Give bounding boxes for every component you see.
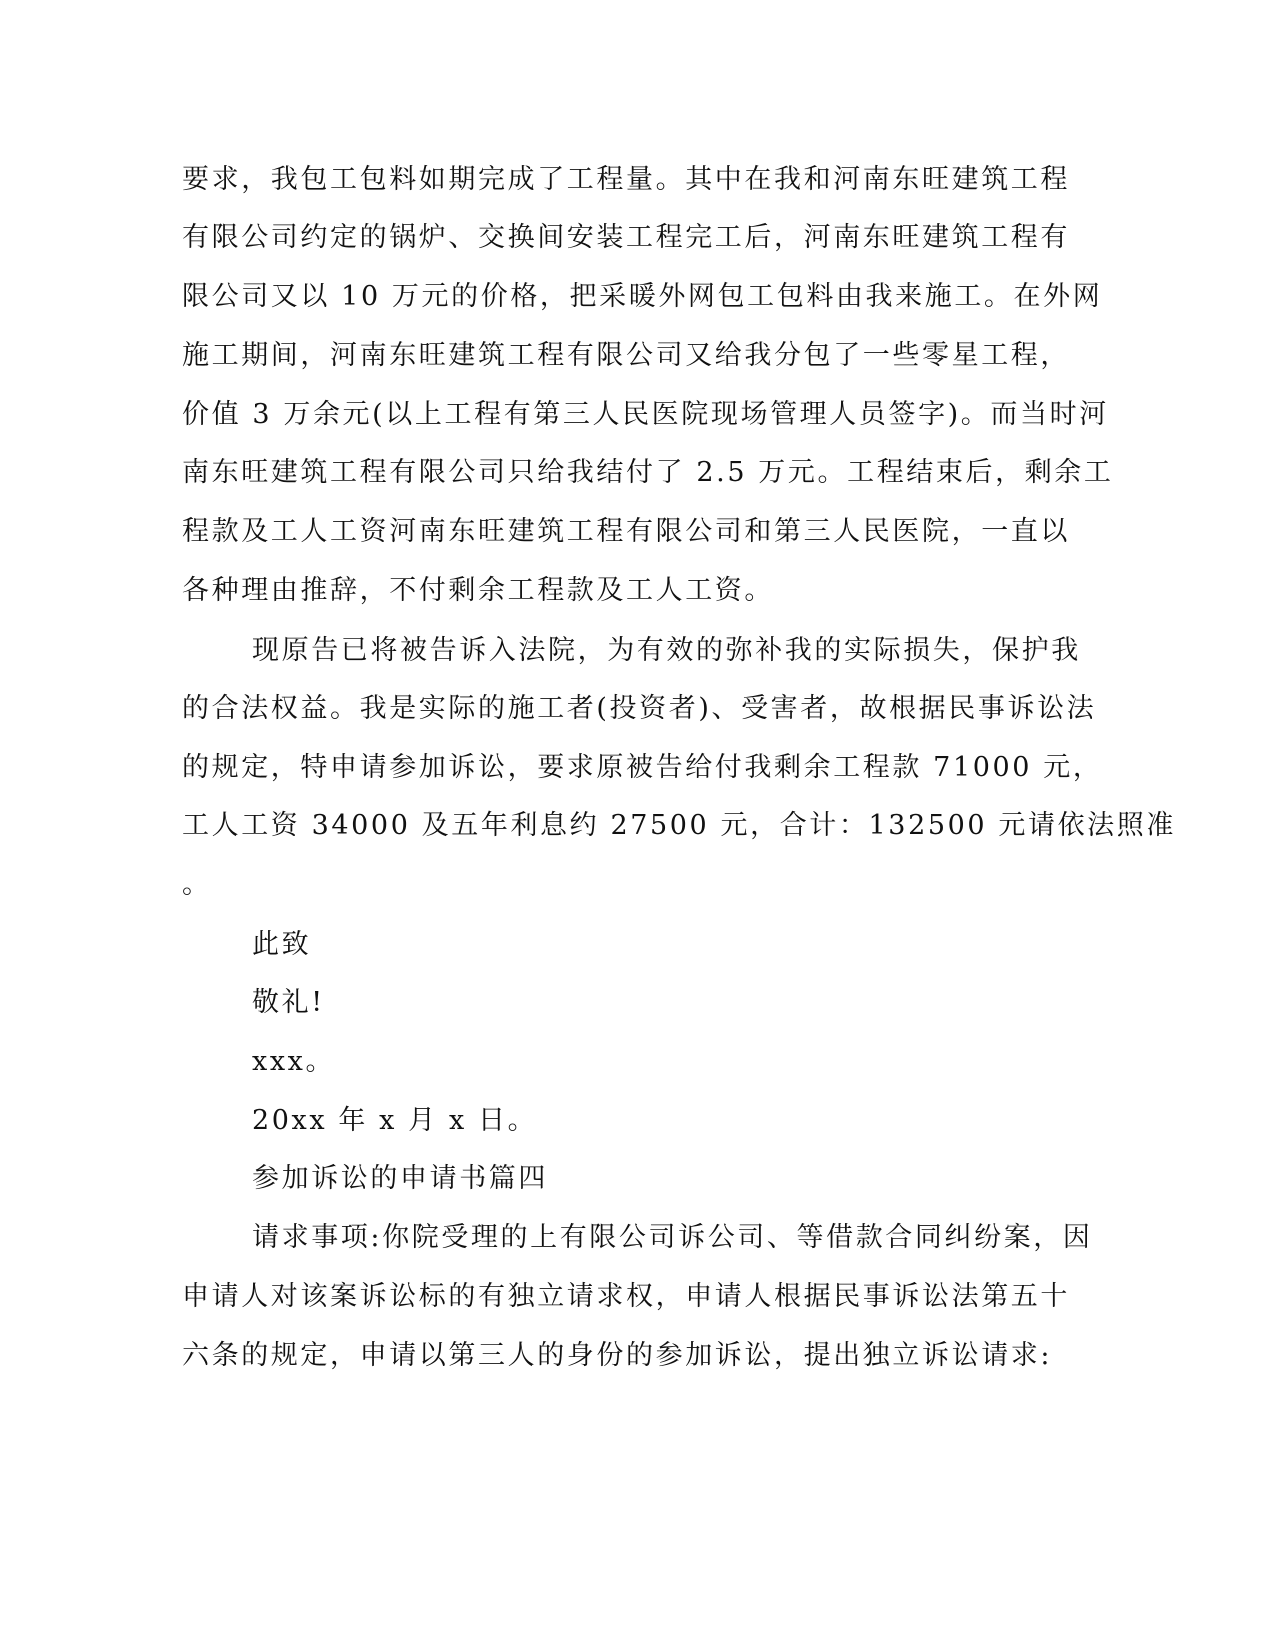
text-line: 的合法权益。我是实际的施工者(投资者)、受害者，故根据民事诉讼法 — [182, 693, 1097, 724]
document-date: 20xx 年 x 月 x 日。 — [252, 1105, 538, 1136]
text-line: 价值 3 万余元(以上工程有第三人民医院现场管理人员签字)。而当时河 — [182, 399, 1109, 430]
text-line: 程款及工人工资河南东旺建筑工程有限公司和第三人民医院，一直以 — [182, 516, 1070, 547]
text-line: 施工期间，河南东旺建筑工程有限公司又给我分包了一些零星工程， — [182, 340, 1070, 371]
text-line: 六条的规定，申请以第三人的身份的参加诉讼，提出独立诉讼请求: — [182, 1340, 1053, 1371]
text-line: 有限公司约定的锅炉、交换间安装工程完工后，河南东旺建筑工程有 — [182, 222, 1070, 253]
text-line: 。 — [182, 869, 212, 900]
text-line: 工人工资 34000 及五年利息约 27500 元，合计：132500 元请依法照准 — [182, 810, 1176, 841]
text-line: 南东旺建筑工程有限公司只给我结付了 2.5 万元。工程结束后，剩余工 — [182, 457, 1114, 488]
paragraph-start-line: 请求事项:你院受理的上有限公司诉公司、等借款合同纠纷案，因 — [252, 1222, 1093, 1253]
text-line: 各种理由推辞，不付剩余工程款及工人工资。 — [182, 575, 774, 606]
text-line: 的规定，特申请参加诉讼，要求原被告给付我剩余工程款 71000 元， — [182, 752, 1103, 783]
text-line: 申请人对该案诉讼标的有独立请求权，申请人根据民事诉讼法第五十 — [182, 1281, 1070, 1312]
closing-greeting: 敬礼! — [252, 987, 325, 1018]
salutation: 此致 — [252, 929, 312, 960]
paragraph-start-line: 现原告已将被告诉入法院，为有效的弥补我的实际损失，保护我 — [252, 635, 1081, 666]
section-title: 参加诉讼的申请书篇四 — [252, 1163, 548, 1194]
signature-name: xxx。 — [252, 1046, 336, 1077]
text-line: 要求，我包工包料如期完成了工程量。其中在我和河南东旺建筑工程 — [182, 164, 1070, 195]
text-line: 限公司又以 10 万元的价格，把采暖外网包工包料由我来施工。在外网 — [182, 281, 1103, 312]
